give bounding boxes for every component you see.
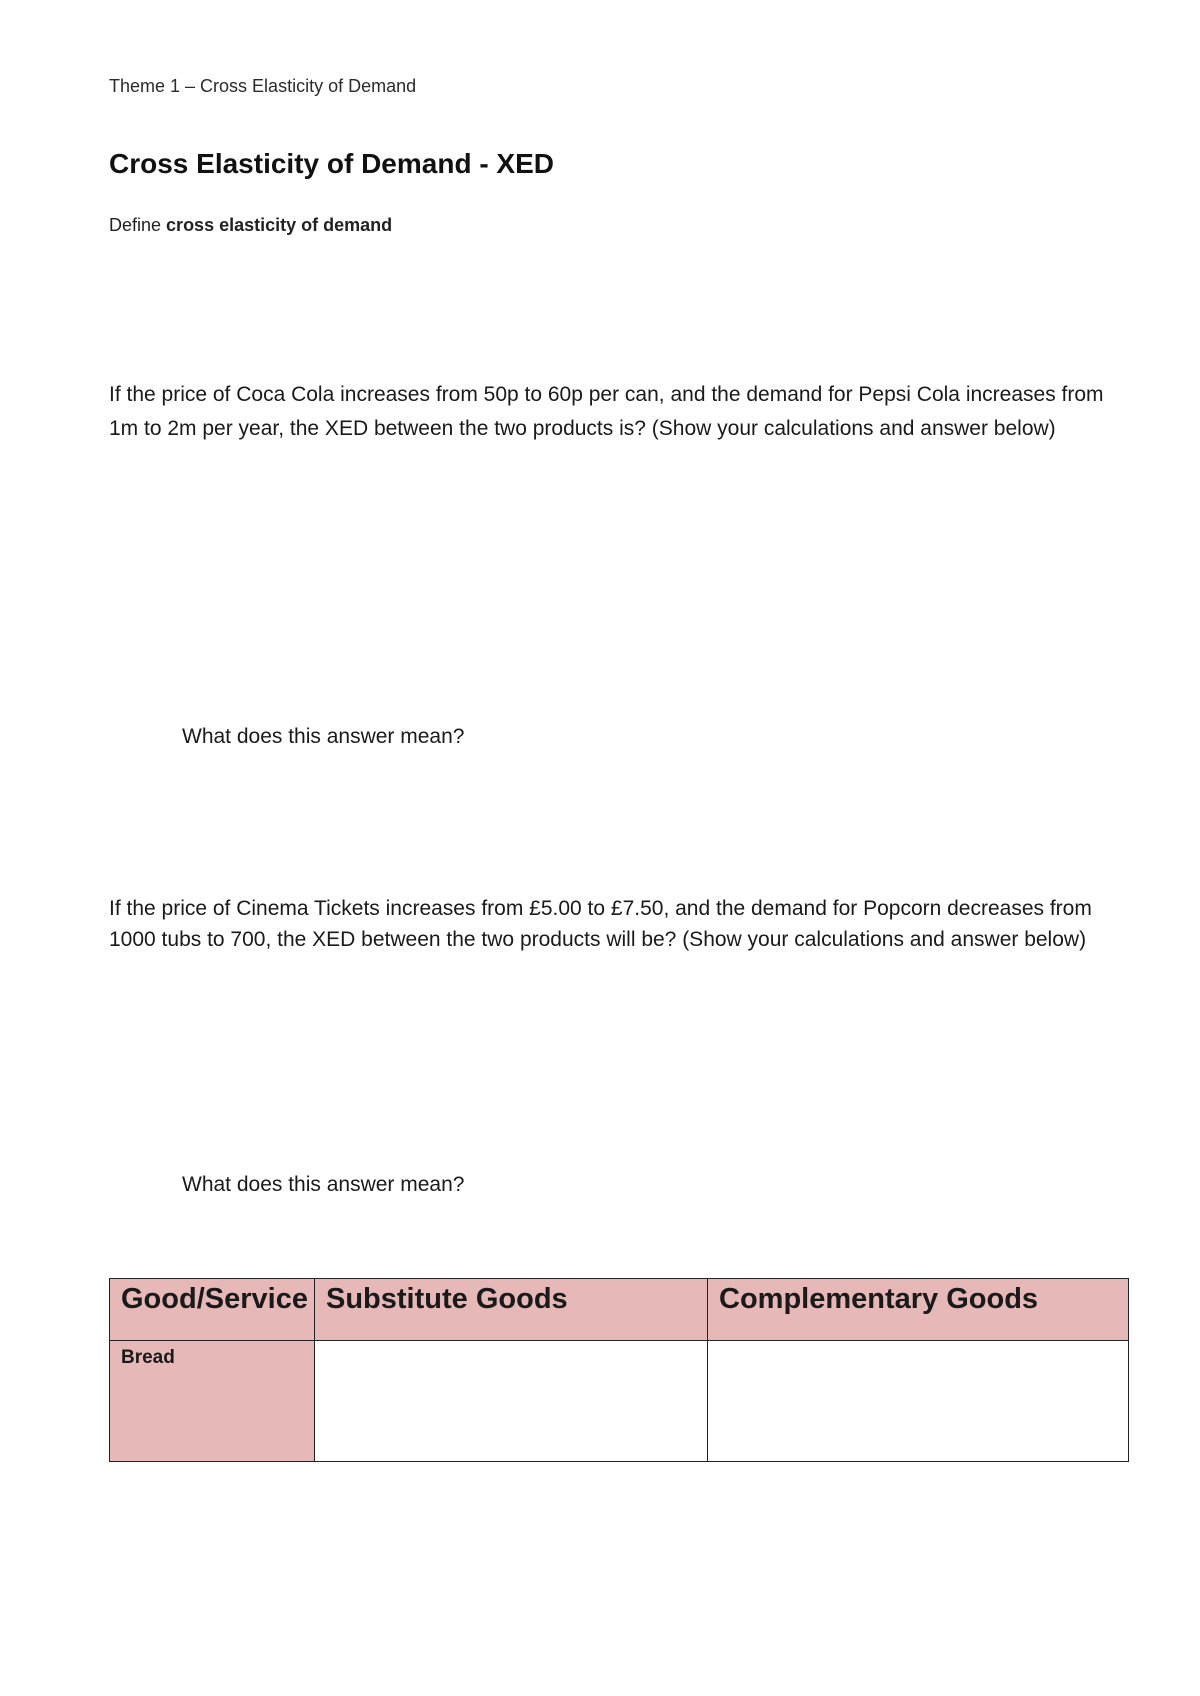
header-complementary-goods: Complementary Goods <box>708 1279 1129 1341</box>
question-1-follow-up: What does this answer mean? <box>182 725 465 748</box>
define-prompt <box>109 215 392 236</box>
question-1: If the price of Coca Cola increases from 50p to 60p per can, and the demand for Pepsi Cola increases from 1m to 2m per year, the XED between the two products is? (Show your calculations and answer below) <box>109 383 1104 440</box>
header-substitute-goods: Substitute Goods <box>315 1279 708 1341</box>
running-header: Theme 1 – Cross Elasticity of Demand <box>109 76 417 96</box>
table-row <box>110 1341 1129 1462</box>
define-term: cross elasticity of demand <box>166 215 393 235</box>
question-2: If the price of Cinema Tickets increases from £5.00 to £7.50, and the demand for Popcorn decreases from 1000 tubs to 700, the XED between the two products will be? (Show your calculations and answer below) <box>109 897 1092 951</box>
question-2-follow-up: What does this answer mean? <box>182 1173 465 1196</box>
cell-complementary-answer[interactable] <box>708 1341 1129 1462</box>
page-title: Cross Elasticity of Demand - XED <box>109 148 555 179</box>
define-prefix: Define <box>109 215 167 235</box>
cell-good: Bread <box>110 1341 315 1462</box>
cell-substitute-answer[interactable] <box>315 1341 708 1462</box>
table-header-row <box>110 1279 1129 1341</box>
goods-table <box>109 1278 1129 1462</box>
header-good-service: Good/Service <box>110 1279 315 1341</box>
